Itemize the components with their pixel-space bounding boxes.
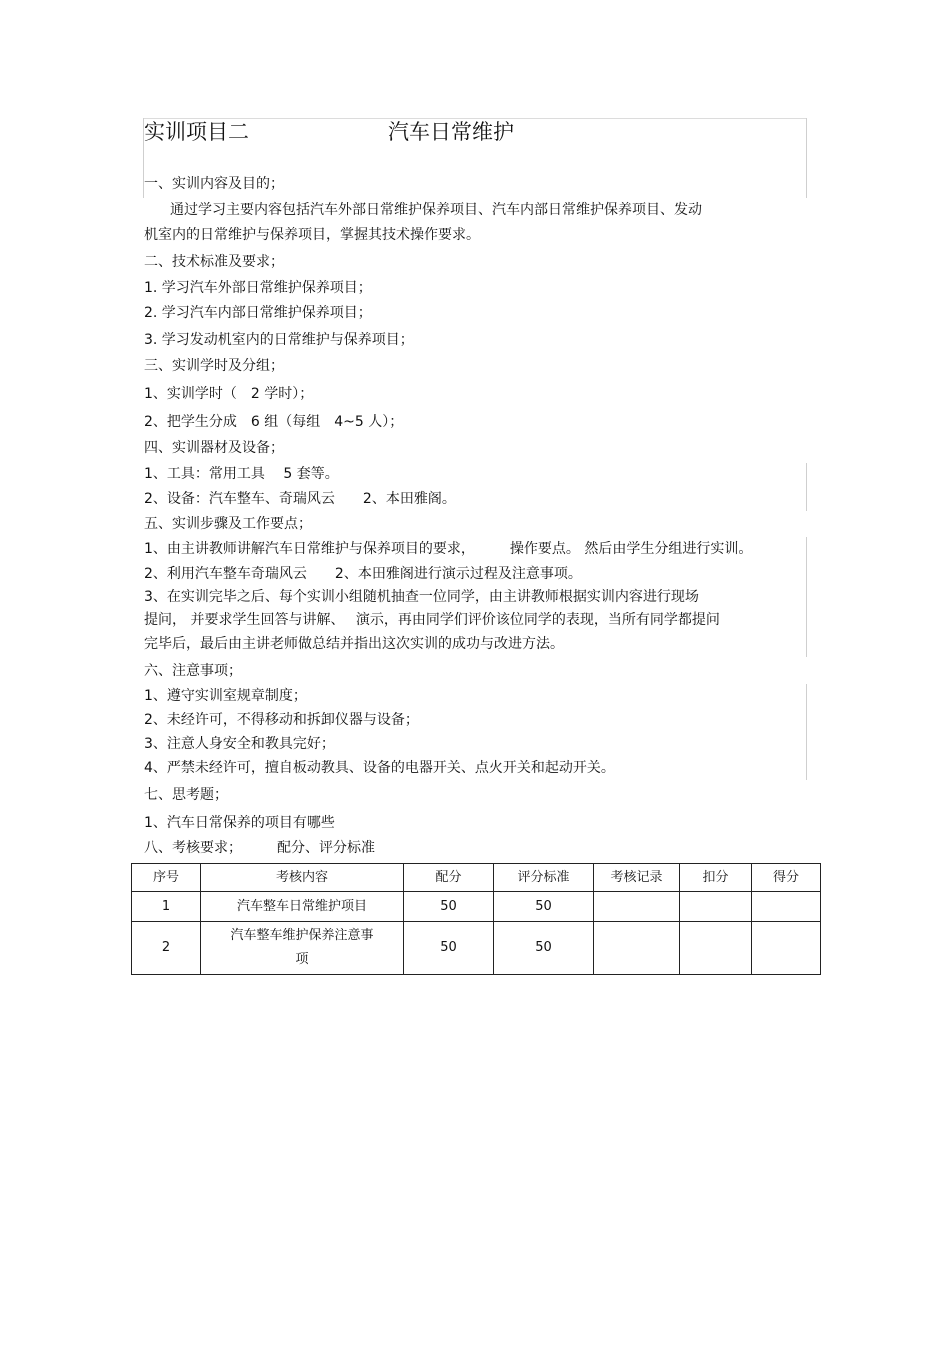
section-4-item-2: 2、设备：汽车整车、奇瑞风云 2、本田雅阁。: [144, 491, 456, 507]
right-border-4: [806, 684, 807, 780]
section-2-item-2: 2. 学习汽车内部日常维护保养项目；: [144, 305, 372, 321]
section-5-item-4: 提问， 并要求学生回答与讲解、 演示，再由同学们评价该位同学的表现，当所有同学都提问: [144, 612, 720, 628]
table-header-row: [132, 864, 821, 892]
right-border-3: [806, 537, 807, 657]
header-content: 考核内容: [201, 864, 404, 892]
header-record: 考核记录: [594, 864, 680, 892]
cell-score: [752, 892, 821, 922]
section-6-heading: 六、注意事项；: [144, 663, 242, 679]
section-5-item-3: 3、在实训完毕之后、每个实训小组随机抽查一位同学，由主讲教师根据实训内容进行现场: [144, 589, 699, 605]
cell-content: 汽车整车日常维护项目: [201, 892, 404, 922]
cell-standard: 50: [494, 922, 594, 975]
section-2-item-1: 1. 学习汽车外部日常维护保养项目；: [144, 280, 372, 296]
scoring-table: [131, 863, 821, 975]
section-3-item-2: 2、把学生分成 6 组（每组 4~5 人）；: [144, 414, 404, 430]
cell-points: 50: [404, 922, 494, 975]
section-5-heading: 五、实训步骤及工作要点；: [144, 516, 312, 532]
cell-deduct: [680, 892, 752, 922]
section-4-item-1: 1、工具：常用工具 5 套等。: [144, 466, 339, 482]
section-6-item-1: 1、遵守实训室规章制度；: [144, 688, 307, 704]
cell-no: 2: [132, 922, 201, 975]
cell-standard: 50: [494, 892, 594, 922]
project-number: 实训项目二: [144, 120, 249, 144]
cell-score: [752, 922, 821, 975]
table-row: [132, 922, 821, 975]
cell-no: 1: [132, 892, 201, 922]
header-no: 序号: [132, 864, 201, 892]
cell-content-line-1: 汽车整车维护保养注意事: [230, 928, 374, 943]
cell-record: [594, 892, 680, 922]
cell-content: [201, 922, 404, 975]
section-5-item-2: 2、利用汽车整车奇瑞风云 2、本田雅阁进行演示过程及注意事项。: [144, 566, 582, 582]
section-6-item-3: 3、注意人身安全和教具完好；: [144, 736, 335, 752]
cell-deduct: [680, 922, 752, 975]
right-border-2: [806, 463, 807, 511]
section-1-heading: 一、实训内容及目的；: [144, 176, 284, 192]
section-7-heading: 七、思考题；: [144, 787, 228, 803]
section-1-paragraph-line-1: 通过学习主要内容包括汽车外部日常维护保养项目、汽车内部日常维护保养项目、发动: [170, 202, 702, 218]
section-5-item-1: 1、由主讲教师讲解汽车日常维护与保养项目的要求， 操作要点。 然后由学生分组进行实训。: [144, 541, 753, 557]
section-1-paragraph-line-2: 机室内的日常维护与保养项目，掌握其技术操作要求。: [144, 227, 480, 243]
section-2-item-3: 3. 学习发动机室内的日常维护与保养项目；: [144, 332, 414, 348]
table-row: [132, 892, 821, 922]
section-2-heading: 二、技术标准及要求；: [144, 254, 284, 270]
cell-record: [594, 922, 680, 975]
section-6-item-4: 4、严禁未经许可，擅自板动教具、设备的电器开关、点火开关和起动开关。: [144, 760, 615, 776]
header-deduct: 扣分: [680, 864, 752, 892]
section-7-item-1: 1、汽车日常保养的项目有哪些: [144, 815, 335, 831]
header-standard: 评分标准: [494, 864, 594, 892]
section-8-heading: 八、考核要求； 配分、评分标准: [144, 840, 375, 856]
section-3-heading: 三、实训学时及分组；: [144, 358, 284, 374]
header-points: 配分: [404, 864, 494, 892]
section-4-heading: 四、实训器材及设备；: [144, 440, 284, 456]
header-score: 得分: [752, 864, 821, 892]
section-3-item-1: 1、实训学时（ 2 学时）；: [144, 386, 314, 402]
project-title: 汽车日常维护: [388, 120, 514, 144]
section-6-item-2: 2、未经许可，不得移动和拆卸仪器与设备；: [144, 712, 419, 728]
right-border-1: [806, 118, 807, 198]
cell-points: 50: [404, 892, 494, 922]
section-5-item-5: 完毕后，最后由主讲老师做总结并指出这次实训的成功与改进方法。: [144, 636, 564, 652]
cell-content-line-2: 项: [295, 952, 309, 967]
